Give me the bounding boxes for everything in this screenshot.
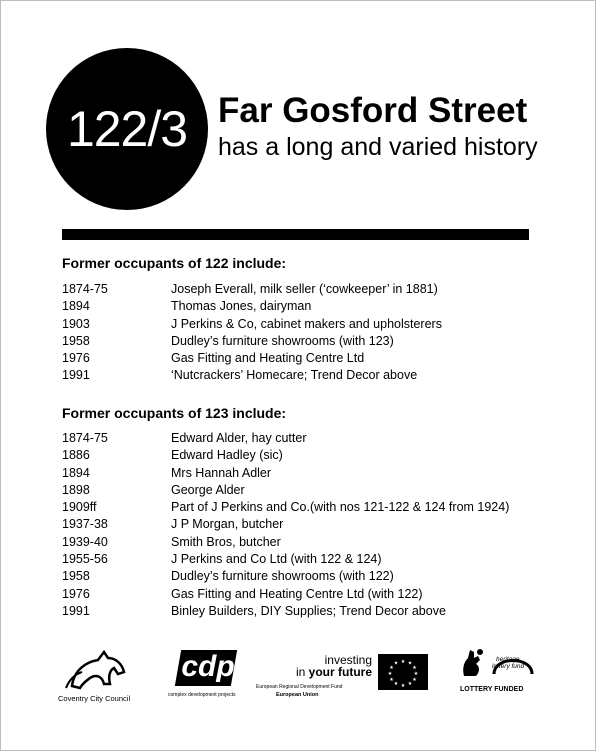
cdp-logo: [168, 650, 242, 710]
svg-text:★: ★: [389, 677, 394, 683]
occupant-name: Joseph Everall, milk seller (‘cowkeeper’ in 1881): [171, 282, 438, 296]
occupant-name: Thomas Jones, dairyman: [171, 299, 312, 314]
svg-text:★: ★: [393, 681, 399, 687]
occupant-name: Dudley’s furniture showrooms (with 122): [171, 569, 394, 584]
occupant-name: J Perkins and Co Ltd (with 122 & 124): [171, 552, 382, 567]
lottery-funded-label: LOTTERY FUNDED: [460, 686, 524, 693]
page-subtitle: has a long and varied history: [218, 133, 538, 161]
occupant-name: Dudley’s furniture showrooms (with 123): [171, 333, 394, 348]
eu-fund-name: European Regional Development Fund: [256, 684, 343, 690]
occupant-name: J P Morgan, butcher: [171, 517, 284, 532]
divider-bar: [62, 229, 529, 240]
eu-union-label: European Union: [276, 692, 319, 698]
svg-text:★: ★: [393, 660, 399, 667]
occupant-name: Mrs Hannah Adler: [171, 465, 272, 480]
cdp-mark-text: cdp: [181, 650, 235, 683]
occupancy-year: 1894: [62, 299, 90, 314]
address-badge: [46, 48, 208, 210]
occupant-name: Edward Hadley (sic): [171, 448, 283, 463]
svg-text:★: ★: [389, 665, 394, 671]
lottery-logo: [458, 646, 548, 706]
occupancy-year: 1898: [62, 482, 90, 497]
svg-text:★: ★: [413, 671, 419, 677]
occupancy-year: 1886: [62, 448, 90, 463]
occupant-name: Gas Fitting and Heating Centre Ltd (with 122): [171, 586, 423, 601]
occupancy-year: 1937-38: [62, 517, 108, 532]
svg-text:★: ★: [407, 681, 413, 687]
address-number: 122/3: [66, 101, 188, 157]
eu-line-investing: investing: [324, 653, 372, 667]
occupancy-year: 1909ff: [62, 500, 97, 515]
occupancy-year: 1991: [62, 603, 90, 618]
section-122-heading: Former occupants of 122 include:: [62, 255, 287, 271]
occupant-name: Smith Bros, butcher: [171, 534, 281, 549]
occupancy-year: 1874-75: [62, 431, 108, 445]
occupancy-year: 1958: [62, 569, 90, 584]
page-title: Far Gosford Street: [218, 91, 528, 130]
eu-line-future-bold: your future: [308, 665, 372, 679]
sponsor-logos: [0, 640, 596, 740]
eu-flag-icon: [378, 654, 428, 690]
occupant-name: Binley Builders, DIY Supplies; Trend Decor above: [171, 603, 446, 618]
eu-line-future-prefix: in: [295, 665, 309, 679]
lottery-heritage-text: heritage: [496, 656, 520, 663]
lottery-fund-text: lottery fund: [492, 663, 525, 670]
occupancy-year: 1874-75: [62, 282, 108, 296]
eu-funding-logo: [256, 653, 442, 724]
coventry-logo-text: Coventry City Council: [58, 694, 131, 703]
eu-line-future: [272, 666, 372, 679]
occupant-name: ‘Nutcrackers’ Homecare; Trend Decor above: [171, 368, 418, 383]
occupancy-year: 1939-40: [62, 534, 108, 549]
svg-text:★: ★: [400, 659, 406, 665]
occupant-name: Gas Fitting and Heating Centre Ltd: [171, 351, 365, 366]
occupant-name: Part of J Perkins and Co.(with nos 121-122 & 124 from 1924): [171, 500, 510, 515]
occupancy-year: 1958: [62, 333, 90, 348]
occupant-name: George Alder: [171, 482, 245, 497]
occupancy-year: 1903: [62, 316, 90, 331]
svg-text:★: ★: [412, 677, 417, 683]
occupancy-year: 1976: [62, 351, 90, 366]
occupant-name: J Perkins & Co, cabinet makers and upholsterers: [171, 316, 442, 331]
svg-text:★: ★: [412, 665, 417, 671]
svg-text:★: ★: [400, 683, 406, 689]
occupant-name: Edward Alder, hay cutter: [171, 431, 307, 445]
occupancy-year: 1976: [62, 586, 90, 601]
svg-text:★: ★: [387, 671, 393, 677]
occupancy-year: 1955-56: [62, 552, 108, 567]
occupancy-year: 1894: [62, 465, 90, 480]
horse-icon: [64, 648, 134, 690]
occupancy-year: 1991: [62, 368, 90, 383]
cdp-tagline: complex development projects: [168, 692, 236, 698]
lottery-hand-icon: [460, 646, 486, 680]
svg-text:★: ★: [407, 660, 413, 667]
section-123-heading: Former occupants of 123 include:: [62, 405, 287, 421]
coventry-logo: [56, 648, 146, 708]
